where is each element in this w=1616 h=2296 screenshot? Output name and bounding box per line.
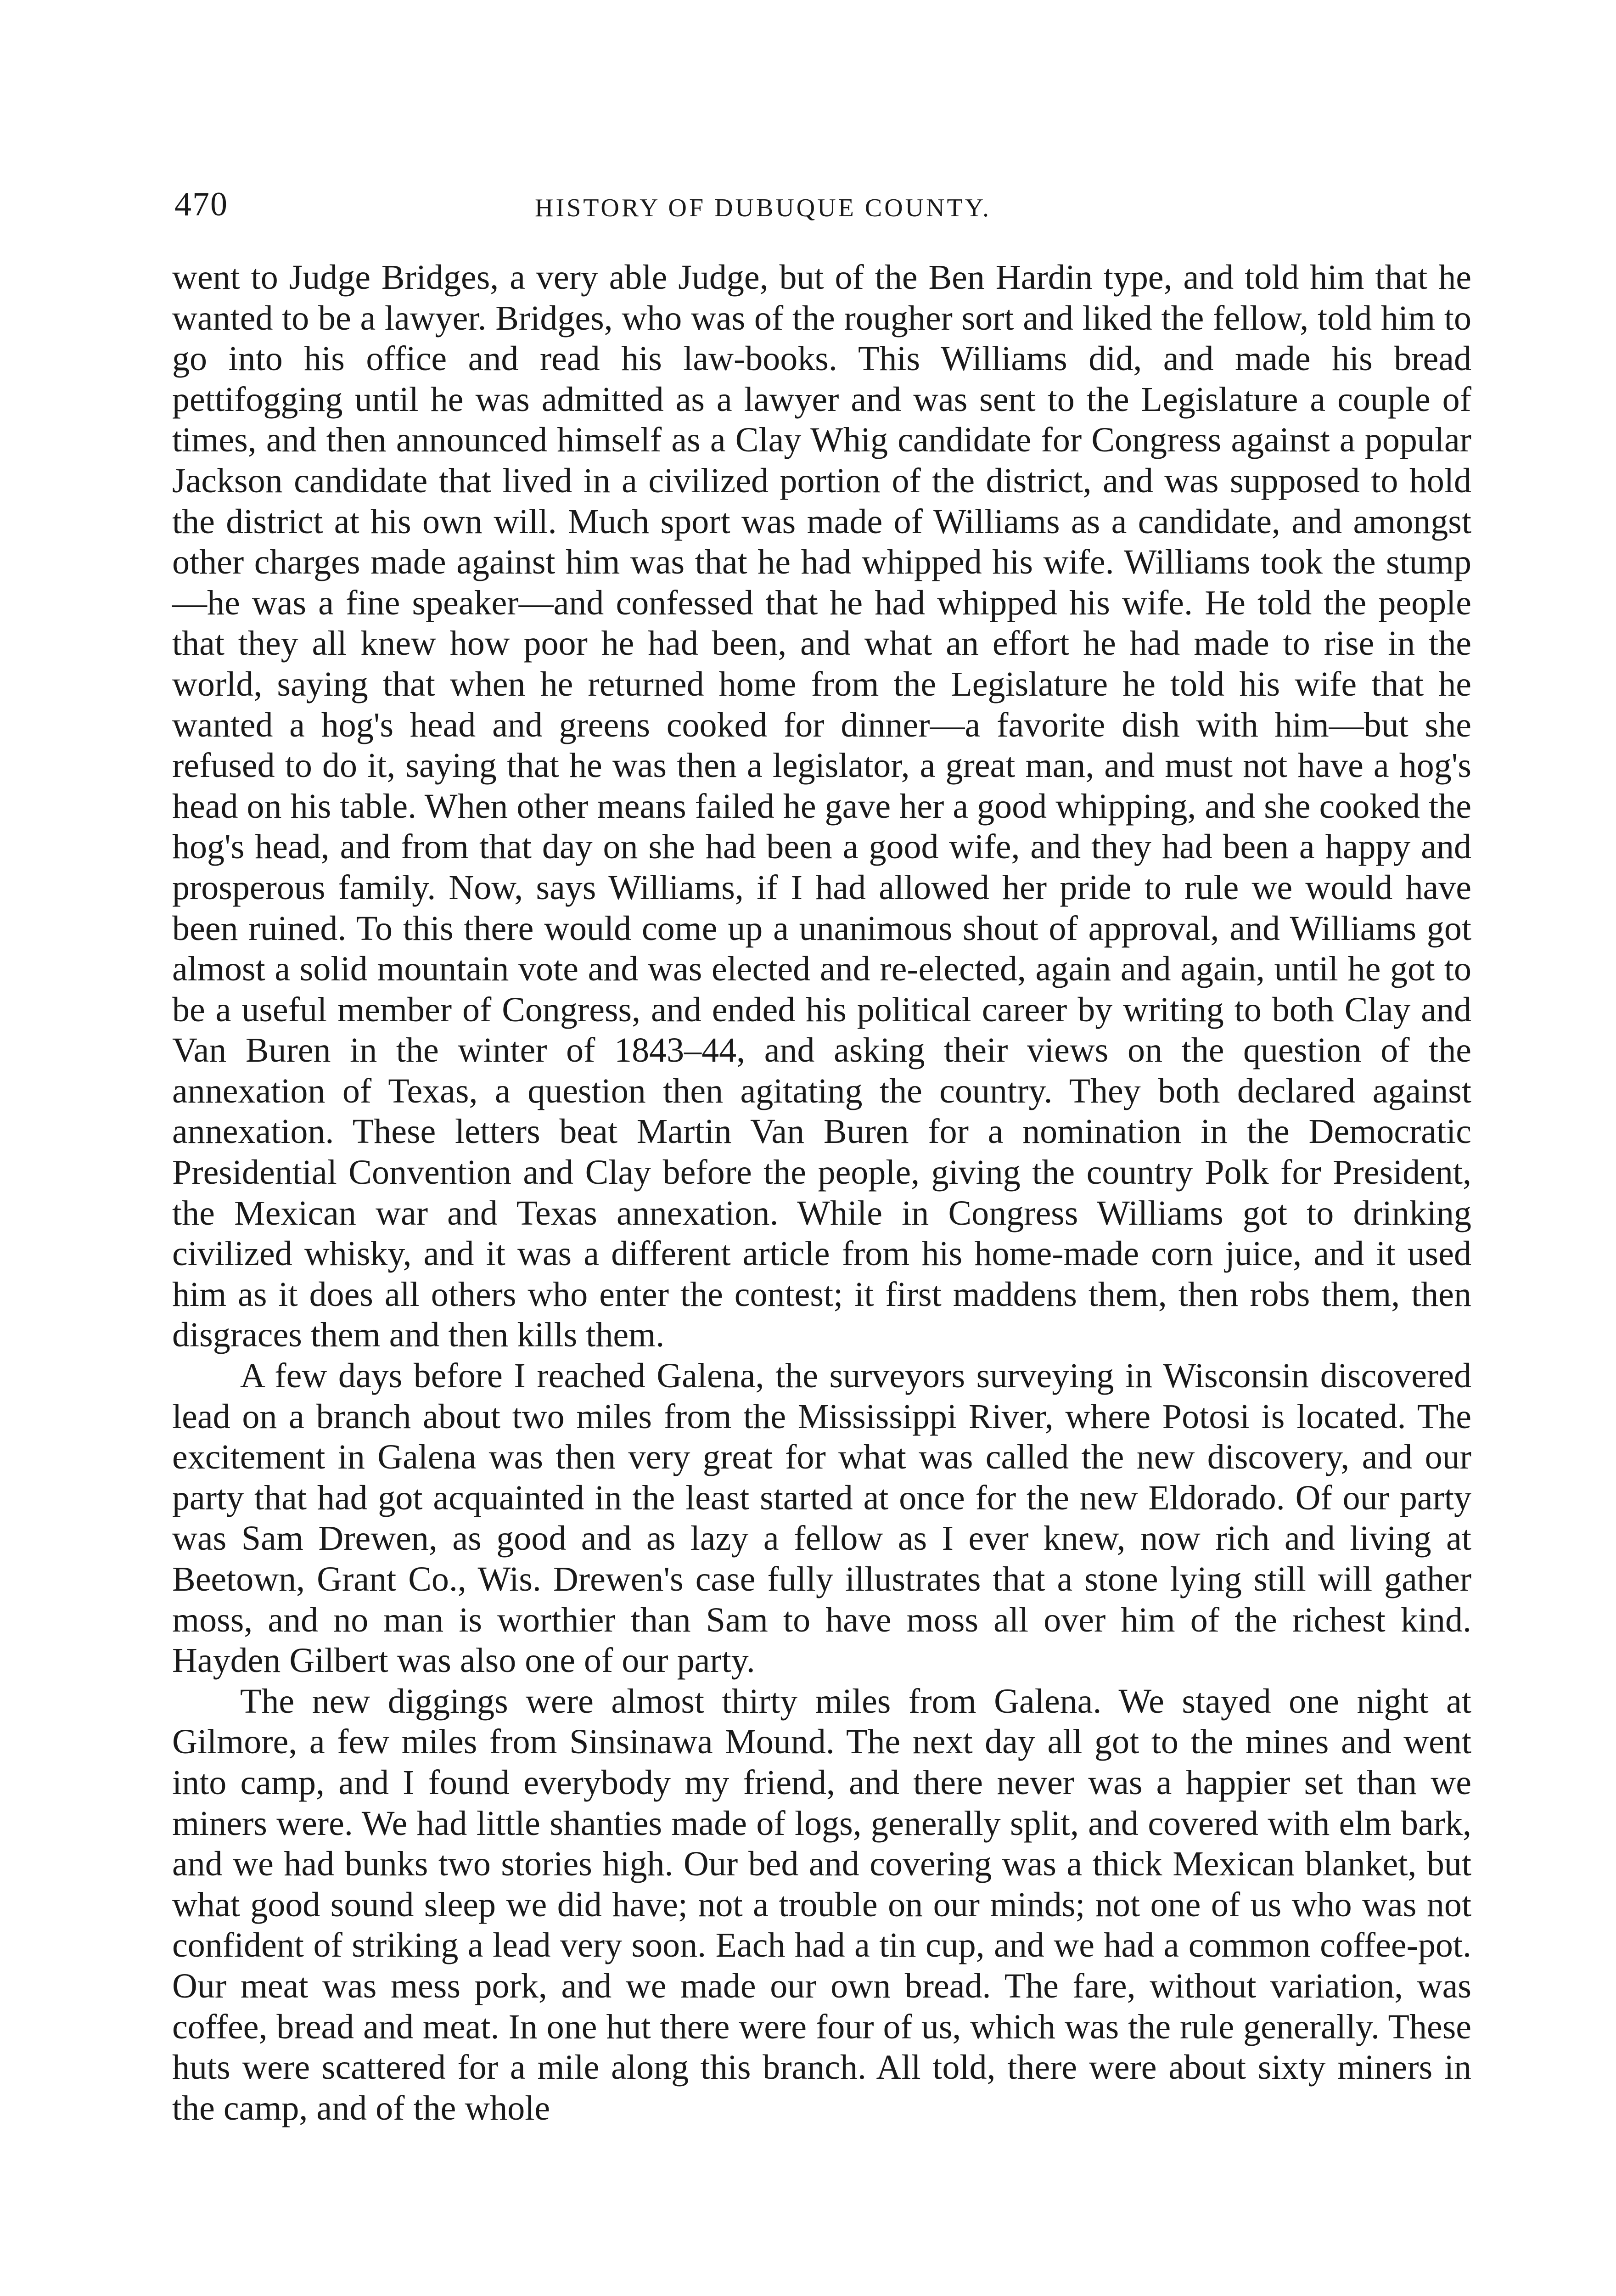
running-head: HISTORY OF DUBUQUE COUNTY.: [535, 194, 991, 222]
body-text: [172, 257, 1471, 2128]
page-header: [174, 181, 1474, 227]
page-number: 470: [174, 186, 228, 223]
paragraph-galena: A few days before I reached Galena, the surveyors surveying in Wisconsin discovered lead on a branch about two miles from the Mississippi River, where Potosi is located. The excitement in Galena was then very great for what was called the new discovery, and our party that had got acquainted in the least started at once for the new Eldorado. Of our party was Sam Drewen, as good and as lazy a fellow as I ever knew, now rich and living at Beetown, Grant Co., Wis. Drewen's case fully illustrates that a stone lying still will gather moss, and no man is worthier than Sam to have moss all over him of the richest kind. Hayden Gilbert was also one of our party.: [172, 1356, 1471, 1680]
paragraph-continued: went to Judge Bridges, a very able Judge, but of the Ben Hardin type, and told him that he wanted to be a lawyer. Bridges, who was of the rougher sort and liked the fellow, told him to go into his office and read his law-books. This Williams did, and made his bread pettifogging until he was admitted as a lawyer and was sent to the Legislature a couple of times, and then announced himself as a Clay Whig candidate for Congress against a popular Jackson candidate that lived in a civilized portion of the district, and was supposed to hold the district at his own will. Much sport was made of Williams as a candidate, and amongst other charges made against him was that he had whipped his wife. Williams took the stump—he was a fine speaker—and confessed that he had whipped his wife. He told the people that they all knew how poor he had been, and what an effort he had made to rise in the world, saying that when he returned home from the Legislature he told his wife that he wanted a hog's head and greens cooked for dinner—a favorite dish with him—but she refused to do it, saying that he was then a legislator, a great man, and must not have a hog's head on his table. When other means failed he gave her a good whipping, and she cooked the hog's head, and from that day on she had been a good wife, and they had been a happy and prosperous family. Now, says Williams, if I had allowed her pride to rule we would have been ruined. To this there would come up a unanimous shout of approval, and Williams got almost a solid mountain vote and was elected and re-elected, again and again, until he got to be a useful member of Congress, and ended his political career by writing to both Clay and Van Buren in the winter of 1843–44, and asking their views on the question of the annexation of Texas, a question then agitating the country. They both declared against annexation. These letters beat Martin Van Buren for a nomination in the Democratic Presidential Convention and Clay before the people, giving the country Polk for President, the Mexican war and Texas annexation. While in Congress Williams got to drinking civilized whisky, and it was a different article from his home-made corn juice, and it used him as it does all others who enter the contest; it first maddens them, then robs them, then disgraces them and then kills them.: [172, 258, 1471, 1355]
paragraph-diggings: The new diggings were almost thirty miles from Galena. We stayed one night at Gilmore, a few miles from Sinsinawa Mound. The next day all got to the mines and went into camp, and I found everybody my friend, and there never was a happier set than we miners were. We had little shanties made of logs, generally split, and covered with elm bark, and we had bunks two stories high. Our bed and covering was a thick Mexican blanket, but what good sound sleep we did have; not a trouble on our minds; not one of us who was not confident of striking a lead very soon. Each had a tin cup, and we had a common coffee-pot. Our meat was mess pork, and we made our own bread. The fare, without variation, was coffee, bread and meat. In one hut there were four of us, which was the rule generally. These huts were scattered for a mile along this branch. All told, there were about sixty miners in the camp, and of the whole: [172, 1682, 1471, 2127]
